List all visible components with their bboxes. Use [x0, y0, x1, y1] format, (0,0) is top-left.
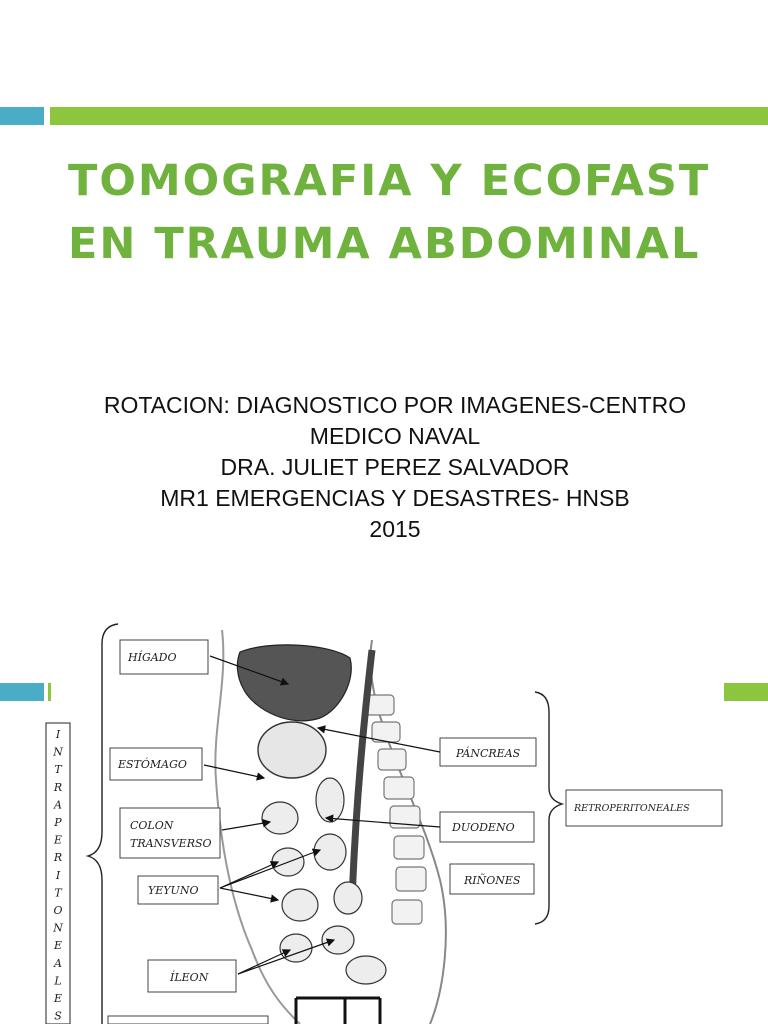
- stomach-shape: [258, 722, 326, 778]
- intraperitoneales-letter: A: [54, 956, 62, 970]
- intraperitoneales-letter: L: [54, 974, 62, 988]
- intraperitoneales-letter: N: [53, 745, 63, 759]
- label-pancreas: PÁNCREAS: [456, 747, 521, 760]
- title-line-1: TOMOGRAFIA Y ECOFAST: [68, 156, 711, 206]
- intestine-loops: [262, 778, 386, 984]
- intraperitoneales-letter: O: [53, 904, 63, 917]
- label-rinones: RIÑONES: [464, 874, 521, 887]
- pelvic-bracket: [296, 998, 380, 1024]
- label-higado: HÍGADO: [128, 651, 177, 664]
- intraperitoneales-letter: R: [53, 851, 63, 865]
- subtitle-line-2: MEDICO NAVAL: [309, 423, 481, 449]
- intraperitoneales-letter: P: [54, 816, 62, 829]
- intraperitoneales-letter: T: [54, 886, 62, 900]
- intraperitoneales-letter: S: [54, 1009, 62, 1023]
- label-colon: COLON: [130, 819, 174, 832]
- label-yeyuno: YEYUNO: [148, 884, 199, 897]
- intraperitoneales-letter: N: [53, 921, 63, 935]
- subtitle-line-5: 2015: [369, 516, 421, 542]
- liver-shape: [237, 645, 351, 721]
- left-brace: [88, 624, 118, 1024]
- intraperitoneales-letter: R: [53, 780, 63, 794]
- intraperitoneales-letter: E: [53, 833, 63, 847]
- spine: [366, 695, 426, 924]
- label-estomago: ESTÓMAGO: [118, 758, 187, 771]
- intraperitoneales-letter: E: [53, 939, 63, 953]
- right-brace: [535, 692, 562, 924]
- label-duodeno: DUODENO: [452, 821, 515, 834]
- intraperitoneales-letter: T: [54, 763, 62, 777]
- accent-bar-teal-top: [0, 107, 44, 125]
- label-retroperitoneales: RETROPERITONEALES: [574, 803, 690, 814]
- title-line-2: EN TRAUMA ABDOMINAL: [68, 219, 701, 269]
- subtitle-line-3: DRA. JULIET PEREZ SALVADOR: [220, 454, 570, 480]
- aorta: [352, 650, 372, 900]
- intraperitoneales-letter: E: [53, 992, 63, 1005]
- accent-bar-green-top: [50, 107, 768, 125]
- subtitle-line-4: MR1 EMERGENCIAS Y DESASTRES- HNSB: [160, 485, 630, 511]
- subtitle-line-1: ROTACION: DIAGNOSTICO POR IMAGENES-CENTRO: [103, 392, 687, 418]
- slide-subtitle: [40, 390, 750, 545]
- slide-title: [68, 150, 758, 276]
- intraperitoneales-letter: I: [55, 728, 61, 741]
- label-ileon: ÍLEON: [170, 971, 209, 984]
- abdominal-anatomy-diagram: [0, 600, 768, 1024]
- intraperitoneales-letter: I: [55, 868, 61, 882]
- label-transverso: TRANSVERSO: [130, 837, 212, 850]
- intraperitoneales-letter: A: [54, 798, 62, 812]
